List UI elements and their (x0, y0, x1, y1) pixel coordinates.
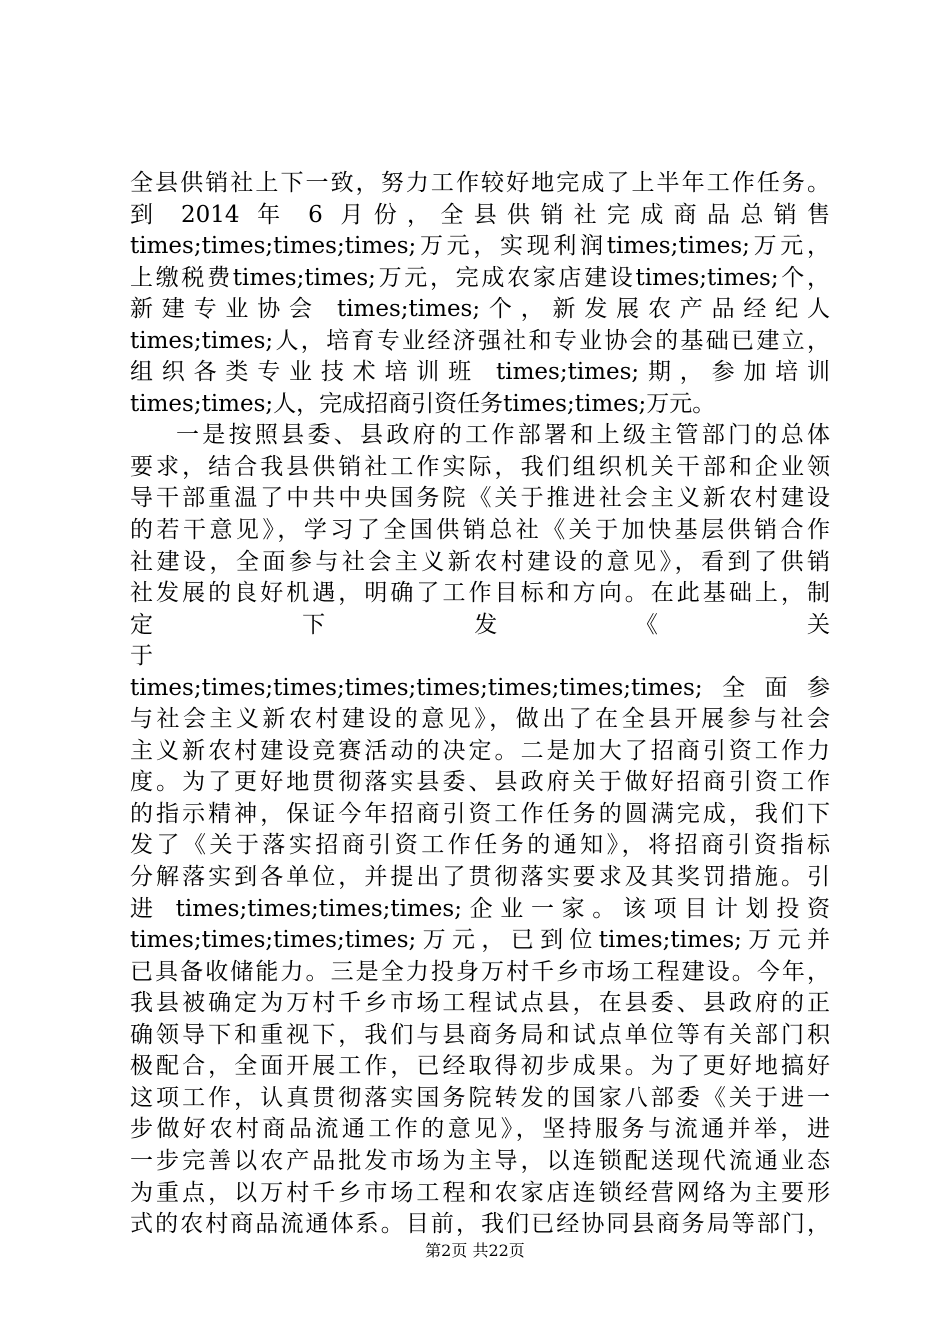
text-line: 极配合，全面开展工作，已经取得初步成果。为了更好地搞好 (130, 1053, 830, 1080)
text-line: 发了《关于落实招商引资工作任务的通知》，将招商引资指标 (130, 832, 830, 859)
text-line: 进 times;times;times;times;企业一家。该项目计划投资 (130, 895, 830, 922)
text-line: 一步完善以农产品批发市场为主导，以连锁配送现代流通业态 (130, 1147, 830, 1174)
text-line: 已具备收储能力。三是全力投身万村千乡市场工程建设。今年， (130, 958, 830, 985)
text-line: times;times;times;times;times;times;times;times;全面参 (130, 674, 830, 701)
text-line: 的若干意见》，学习了全国供销总社《关于加快基层供销合作 (130, 517, 830, 544)
text-line: 度。为了更好地贯彻落实县委、县政府关于做好招商引资工作 (130, 769, 830, 796)
text-line: 定 下 发 《 关 于 (130, 611, 945, 670)
page-number-footer: 第2页 共22页 (425, 1241, 525, 1260)
document-body (130, 168, 945, 1241)
paragraph-summary (130, 168, 830, 420)
text-line: 新建专业协会 times;times;个，新发展农产品经纪人 (130, 296, 830, 323)
text-line: times;times;人，培育专业经济强社和专业协会的基础已建立， (130, 327, 830, 354)
text-line: 社建设，全面参与社会主义新农村建设的意见》，看到了供销 (130, 548, 830, 575)
text-line: 一是按照县委、县政府的工作部署和上级主管部门的总体 (176, 422, 830, 449)
text-line: 为重点，以万村千乡市场工程和农家店连锁经营网络为主要形 (130, 1179, 830, 1206)
text-line: times;times;times;times;万元，实现利润times;times;万元， (130, 233, 830, 260)
text-line: times;times;人，完成招商引资任务times;times;万元。 (130, 390, 716, 417)
paragraph-details (130, 420, 945, 1240)
text-line: 式的农村商品流通体系。目前，我们已经协同县商务局等部门， (130, 1211, 830, 1238)
text-line: 我县被确定为万村千乡市场工程试点县，在县委、县政府的正 (130, 990, 830, 1017)
text-line: 导干部重温了中共中央国务院《关于推进社会主义新农村建设 (130, 485, 830, 512)
text-line: times;times;times;times;万元，已到位times;times;万元并 (130, 927, 830, 954)
text-line: 这项工作，认真贯彻落实国务院转发的国家八部委《关于进一 (130, 1084, 830, 1111)
text-line: 到 2014 年 6 月份，全县供销社完成商品总销售 (130, 201, 830, 228)
text-line: 的指示精神，保证今年招商引资工作任务的圆满完成，我们下 (130, 800, 830, 827)
text-line: 全县供销社上下一致，努力工作较好地完成了上半年工作任务。 (130, 170, 830, 196)
text-line: 与社会主义新农村建设的意见》，做出了在全县开展参与社会 (130, 706, 830, 733)
text-line: 分解落实到各单位，并提出了贯彻落实要求及其奖罚措施。引 (130, 864, 830, 891)
text-line: 上缴税费times;times;万元，完成农家店建设times;times;个， (130, 264, 830, 291)
text-line: 主义新农村建设竞赛活动的决定。二是加大了招商引资工作力 (130, 737, 830, 764)
text-line: 组织各类专业技术培训班 times;times;期，参加培训 (130, 359, 830, 386)
text-line: 步做好农村商品流通工作的意见》，坚持服务与流通并举，进 (130, 1116, 830, 1143)
text-line: 确领导下和重视下，我们与县商务局和试点单位等有关部门积 (130, 1021, 830, 1048)
text-line: 要求，结合我县供销社工作实际，我们组织机关干部和企业领 (130, 453, 830, 480)
text-line: 社发展的良好机遇，明确了工作目标和方向。在此基础上，制 (130, 580, 830, 607)
